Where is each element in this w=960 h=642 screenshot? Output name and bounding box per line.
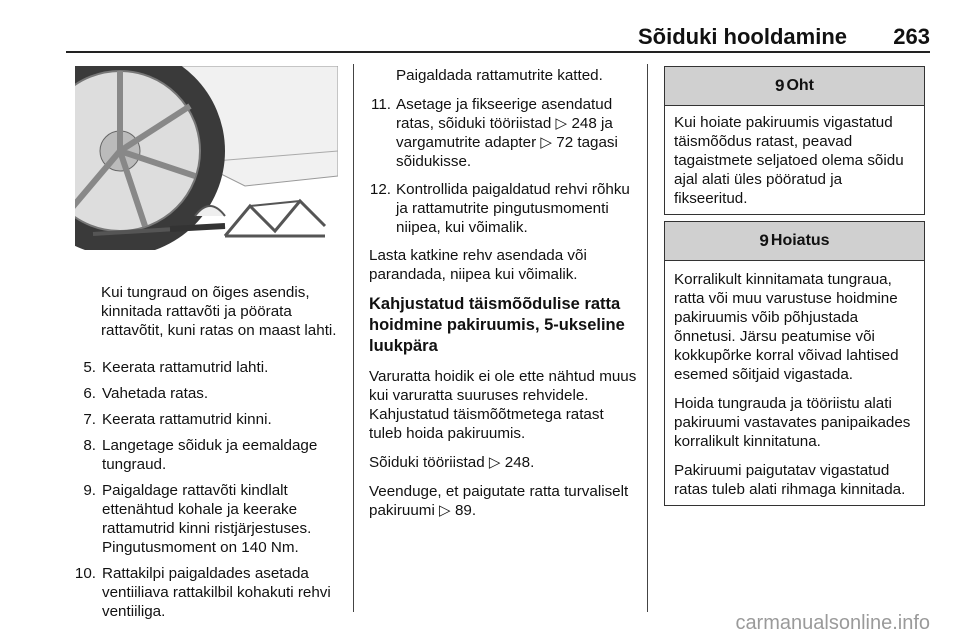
page-number: 263 (893, 24, 930, 49)
list-item: 10. Rattakilpi paigaldades asetada ventiiliava rattakilbil kohakuti rehvi ventiiliga. (74, 565, 331, 620)
chapter-title: Sõiduki hooldamine (637, 24, 847, 49)
column-2 (369, 66, 639, 530)
column-separator (353, 64, 354, 612)
danger-header (665, 67, 924, 106)
warning-title: Hoiatus (770, 232, 830, 249)
danger-body (665, 106, 924, 214)
paragraph: Sõiduki tööriistad ▷ 248. (369, 454, 535, 471)
paragraph: Veenduge, et paigutate ratta turvaliselt pakiruumi ▷ 89. (369, 483, 629, 519)
list-item: 6. Vahetada ratas. (83, 385, 209, 402)
header-rule (66, 51, 930, 53)
warning-body (665, 261, 924, 505)
step-continuation: Paigaldada rattamutrite katted. (396, 67, 603, 84)
list-item: 7. Keerata rattamutrid kinni. (83, 411, 272, 428)
jack-illustration (75, 66, 338, 250)
list-item: 12. Kontrollida paigaldatud rehvi rõhku ja rattamutrite pingutusmomenti niipea, kui võimalik. (369, 181, 630, 236)
page-header (0, 0, 960, 55)
watermark: carmanualsonline.info (735, 612, 930, 634)
warning-triangle-icon: 9 (759, 231, 769, 250)
jack-wheel-drawing (75, 66, 338, 250)
danger-box (664, 66, 925, 215)
list-item: 5. Keerata rattamutrid lahti. (83, 359, 269, 376)
warning-text: Pakiruumi paigutatav vigastatud ratas tuleb alati rihmaga kinnitada. (674, 462, 906, 498)
list-item: 9. Paigaldage rattavõti kindlalt ettenähtud kohale ja keerake rattamutrid kinni ristjärjestuses. Pingutusmoment on 140 Nm. (83, 482, 312, 556)
warning-header (665, 222, 924, 261)
paragraph: Lasta katkine rehv asendada või parandada, niipea kui võimalik. (369, 247, 587, 283)
warning-text: Korralikult kinnitamata tungraua, ratta või muu varustuse hoidmine pakiruumis võib põhjustada õnnetusi. Järsu peatumise või kokkupõrke korral võivad lahtised esemed sõitjaid vigastada. (674, 271, 899, 383)
paragraph: Varuratta hoidik ei ole ette nähtud muus kui varuratta suuruses rehvidele. Kahjustatud täismõõtmetega ratast tuleb hoida pakiruumis. (369, 368, 637, 442)
warning-triangle-icon: 9 (774, 76, 785, 95)
section-heading: Kahjustatud täismõõdulise ratta hoidmine pakiruumis, 5-ukseline luukpära (369, 295, 625, 355)
warning-text: Hoida tungrauda ja tööriistu alati pakiruumi vastavates panipaikades korralikult kinnitatuna. (674, 395, 911, 450)
warning-box (664, 221, 925, 506)
danger-title: Oht (786, 77, 814, 94)
list-item: 11. Asetage ja fikseerige asendatud ratas, sõiduki tööriistad ▷ 248 ja vargamutrite adapter ▷ 72 tagasi sõidukisse. (371, 96, 618, 170)
column-separator (647, 64, 648, 612)
step-list-col1 (66, 358, 346, 628)
danger-text: Kui hoiate pakiruumis vigastatud täismõõdus ratast, peavad tagaistmete seljatoed olema sõidu ajal alati üles pööratud ja fikseeritud. (674, 114, 904, 207)
list-item: 8. Langetage sõiduk ja eemaldage tungraud. (83, 437, 318, 473)
illustration-caption: Kui tungraud on õiges asendis, kinnitada rattavõti ja pöörata rattavõtit, kuni ratas on maast lahti. (101, 284, 337, 339)
